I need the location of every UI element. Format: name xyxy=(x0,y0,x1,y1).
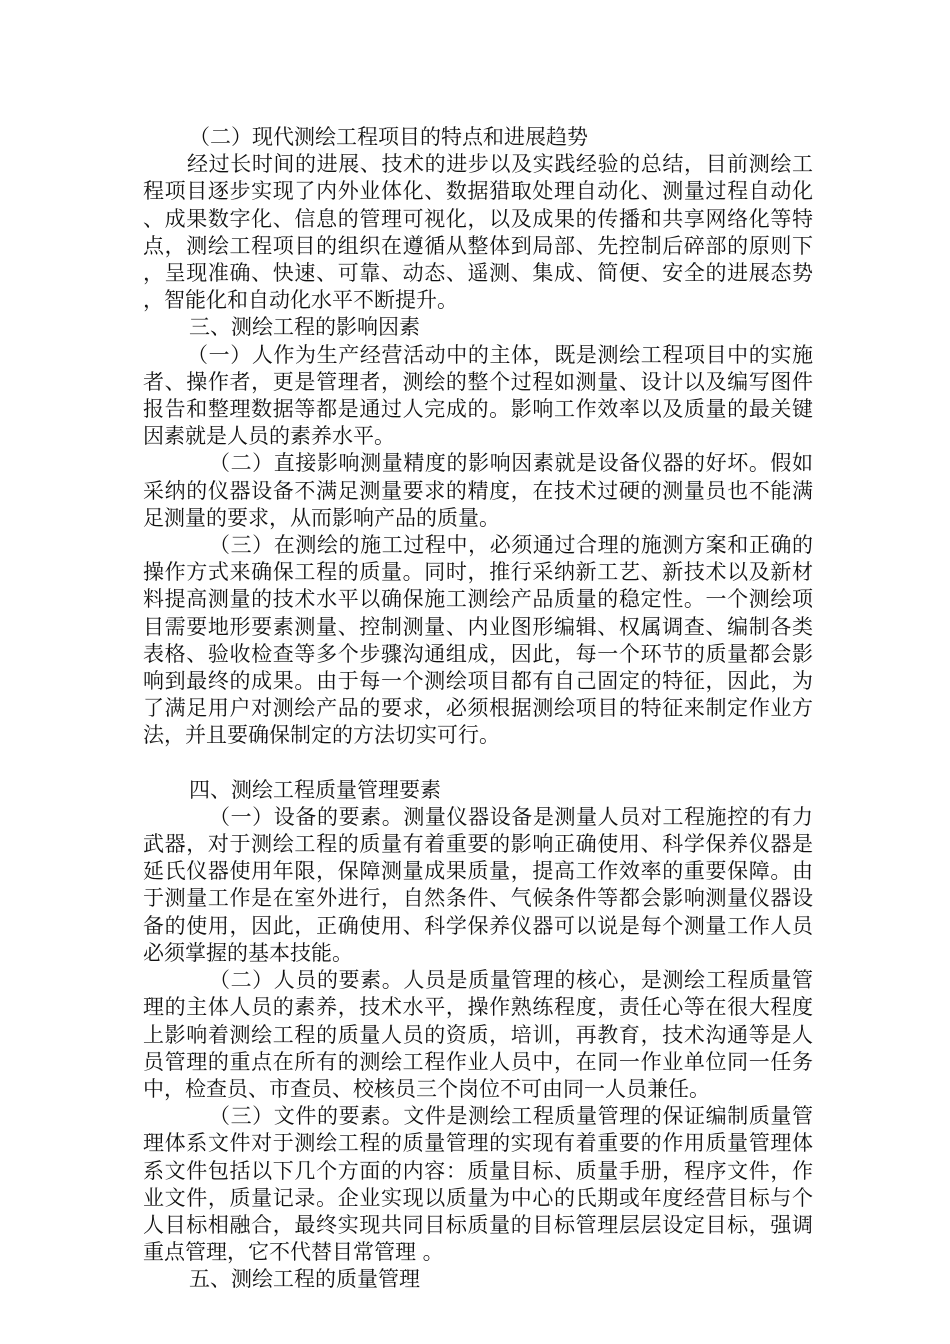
paragraph-construction-process: （三）在测绘的施工过程中，必须通过合理的施测方案和正确的操作方式来确保工程的质量。同时，推行采纳新工艺、新技术以及新材料提高测量的技术水平以确保施工测绘产品质量的稳定性。一个测绘项目需要地形要素测量、控制测量、内业图形编辑、权属调查、编制各类表格、验收检查等多个步骤沟通组成，因此，每一个环节的质量都会影响到最终的成果。由于每一个测绘项目都有自己固定的特征，因此，为了满足用户对测绘产品的要求，必须根据测绘项目的特征来制定作业方法，并且要确保制定的方法切实可行。 xyxy=(143,533,813,748)
paragraph-equipment-element: （一）设备的要素。测量仪器设备是测量人员对工程施控的有力武器，对于测绘工程的质量有着重要的影响正确使用、科学保养仪器是延氏仪器使用年限，保障测量成果质量，提高工作效率的重要保障。由于测量工作是在室外进行，自然条件、气候条件等都会影响测量仪器设备的使用，因此，正确使用、科学保养仪器可以说是每个测量工作人员必须掌握的基本技能。 xyxy=(143,804,813,965)
paragraph-personnel-element: （二）人员的要素。人员是质量管理的核心，是测绘工程质量管理的主体人员的素养，技术水平，操作熟练程度，责任心等在很大程度上影响着测绘工程的质量人员的资质，培训，再教育，技术沟通等是人员管理的重点在所有的测绘工程作业人员中，在同一作业单位同一任务中，检查员、市查员、校核员三个岗位不可由同一人员兼任。 xyxy=(143,968,813,1101)
heading-quality-management-elements: 四、测绘工程质量管理要素 xyxy=(189,777,441,802)
paragraph-features-trends: 经过长时间的进展、技术的进步以及实践经验的总结，目前测绘工程项目逐步实现了内外业体化、数据猎取处理自动化、测量过程自动化、成果数字化、信息的管理可视化，以及成果的传播和共享网络化等特点，测绘工程项目的组织在遵循从整体到局部、先控制后碎部的原则下，呈现准确、快速、可靠、动态、遥测、集成、简便、安全的进展态势，智能化和自动化水平不断提升。 xyxy=(143,152,813,313)
heading-quality-management: 五、测绘工程的质量管理 xyxy=(189,1267,420,1292)
paragraph-document-element: （三）文件的要素。文件是测绘工程质量管理的保证编制质量管理体系文件对于测绘工程的质量管理的实现有着重要的作用质量管理体系文件包括以下几个方面的内容：质量目标、质量手册，程序文件，作业文件，质量记录。企业实现以质量为中心的氏期或年度经营目标与个人目标相融合，最终实现共同目标质量的目标管理层层设定目标，强调重点管理，它不代替目常管理 。 xyxy=(143,1104,813,1265)
paragraph-human-factor: （一）人作为生产经营活动中的主体，既是测绘工程项目中的实施者、操作者，更是管理者，测绘的整个过程如测量、设计以及编写图件报告和整理数据等都是通过人完成的。影响工作效率以及质量的最关键因素就是人员的素养水平。 xyxy=(143,342,813,449)
heading-influencing-factors: 三、测绘工程的影响因素 xyxy=(189,315,420,340)
document-body xyxy=(143,124,813,1294)
subheading-modern-project-features: （二）现代测绘工程项目的特点和进展趋势 xyxy=(189,125,588,149)
paragraph-equipment-factor: （二）直接影响测量精度的影响因素就是设备仪器的好坏。假如采纳的仪器设备不满足测量要求的精度，在技术过硬的测量员也不能满足测量的要求，从而影响产品的质量。 xyxy=(143,451,813,530)
